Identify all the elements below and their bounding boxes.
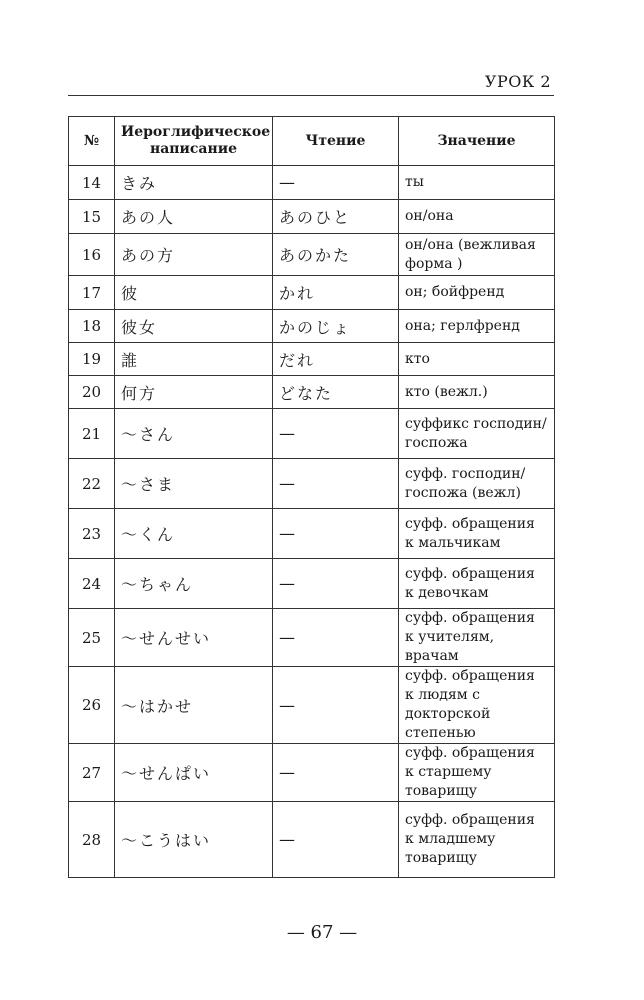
cell-meaning: суфф. обращения к старшему товарищу (399, 744, 555, 802)
table-row (69, 166, 555, 200)
column-header-kanji: Иероглифическое написание (115, 117, 273, 166)
table-header-row (69, 117, 555, 166)
column-header-meaning: Значение (399, 117, 555, 166)
cell-reading: — (273, 166, 399, 200)
header-rule (68, 95, 554, 96)
cell-kanji: ～くん (115, 509, 273, 559)
cell-reading: かれ (273, 276, 399, 310)
cell-meaning: он/она (вежливая форма ) (399, 234, 555, 276)
table-row (69, 744, 555, 802)
cell-reading: — (273, 559, 399, 609)
cell-number: 25 (69, 609, 115, 667)
cell-reading: あのひと (273, 200, 399, 234)
table-row (69, 559, 555, 609)
cell-kanji: きみ (115, 166, 273, 200)
cell-meaning: суфф. господин/ госпожа (вежл) (399, 459, 555, 509)
cell-meaning: кто (399, 343, 555, 376)
cell-number: 15 (69, 200, 115, 234)
cell-kanji: ～さん (115, 409, 273, 459)
cell-meaning: он; бойфренд (399, 276, 555, 310)
table-row (69, 200, 555, 234)
cell-meaning: он/она (399, 200, 555, 234)
cell-reading: — (273, 609, 399, 667)
page-number: — 67 — (286, 922, 358, 943)
table-row (69, 343, 555, 376)
cell-number: 26 (69, 667, 115, 744)
cell-reading: — (273, 459, 399, 509)
cell-number: 16 (69, 234, 115, 276)
cell-number: 24 (69, 559, 115, 609)
cell-reading: — (273, 509, 399, 559)
cell-kanji: ～ちゃん (115, 559, 273, 609)
cell-meaning: суфф. обращения к учителям, врачам (399, 609, 555, 667)
cell-meaning: суфф. обращения к мальчикам (399, 509, 555, 559)
cell-number: 23 (69, 509, 115, 559)
cell-meaning: она; герлфренд (399, 310, 555, 343)
column-header-reading: Чтение (273, 117, 399, 166)
table-row (69, 802, 555, 878)
column-header-number: № (69, 117, 115, 166)
cell-reading: — (273, 667, 399, 744)
cell-kanji: あの方 (115, 234, 273, 276)
cell-kanji: ～せんせい (115, 609, 273, 667)
cell-number: 19 (69, 343, 115, 376)
table-row (69, 276, 555, 310)
cell-reading: — (273, 802, 399, 878)
vocabulary-table (68, 116, 555, 878)
table-row (69, 459, 555, 509)
cell-reading: あのかた (273, 234, 399, 276)
cell-kanji: あの人 (115, 200, 273, 234)
cell-number: 17 (69, 276, 115, 310)
cell-reading: かのじょ (273, 310, 399, 343)
cell-meaning: суфф. обращения к людям с докторской степенью (399, 667, 555, 744)
cell-kanji: 彼女 (115, 310, 273, 343)
cell-number: 21 (69, 409, 115, 459)
cell-number: 22 (69, 459, 115, 509)
cell-number: 28 (69, 802, 115, 878)
cell-meaning: суфф. обращения к младшему товарищу (399, 802, 555, 878)
table-row (69, 234, 555, 276)
cell-kanji: ～せんぱい (115, 744, 273, 802)
cell-reading: どなた (273, 376, 399, 409)
cell-number: 20 (69, 376, 115, 409)
table-row (69, 409, 555, 459)
cell-kanji: 誰 (115, 343, 273, 376)
table-row (69, 310, 555, 343)
cell-kanji: ～こうはい (115, 802, 273, 878)
cell-meaning: кто (вежл.) (399, 376, 555, 409)
cell-kanji: 彼 (115, 276, 273, 310)
cell-kanji: ～はかせ (115, 667, 273, 744)
cell-reading: — (273, 409, 399, 459)
cell-meaning: суффикс господин/ госпожа (399, 409, 555, 459)
cell-number: 18 (69, 310, 115, 343)
table-row (69, 509, 555, 559)
table-row (69, 667, 555, 744)
cell-reading: だれ (273, 343, 399, 376)
table-row (69, 376, 555, 409)
cell-meaning: ты (399, 166, 555, 200)
cell-kanji: ～さま (115, 459, 273, 509)
table-row (69, 609, 555, 667)
cell-meaning: суфф. обращения к девочкам (399, 559, 555, 609)
cell-number: 14 (69, 166, 115, 200)
cell-reading: — (273, 744, 399, 802)
cell-kanji: 何方 (115, 376, 273, 409)
running-head-title: УРОК 2 (484, 72, 551, 91)
cell-number: 27 (69, 744, 115, 802)
